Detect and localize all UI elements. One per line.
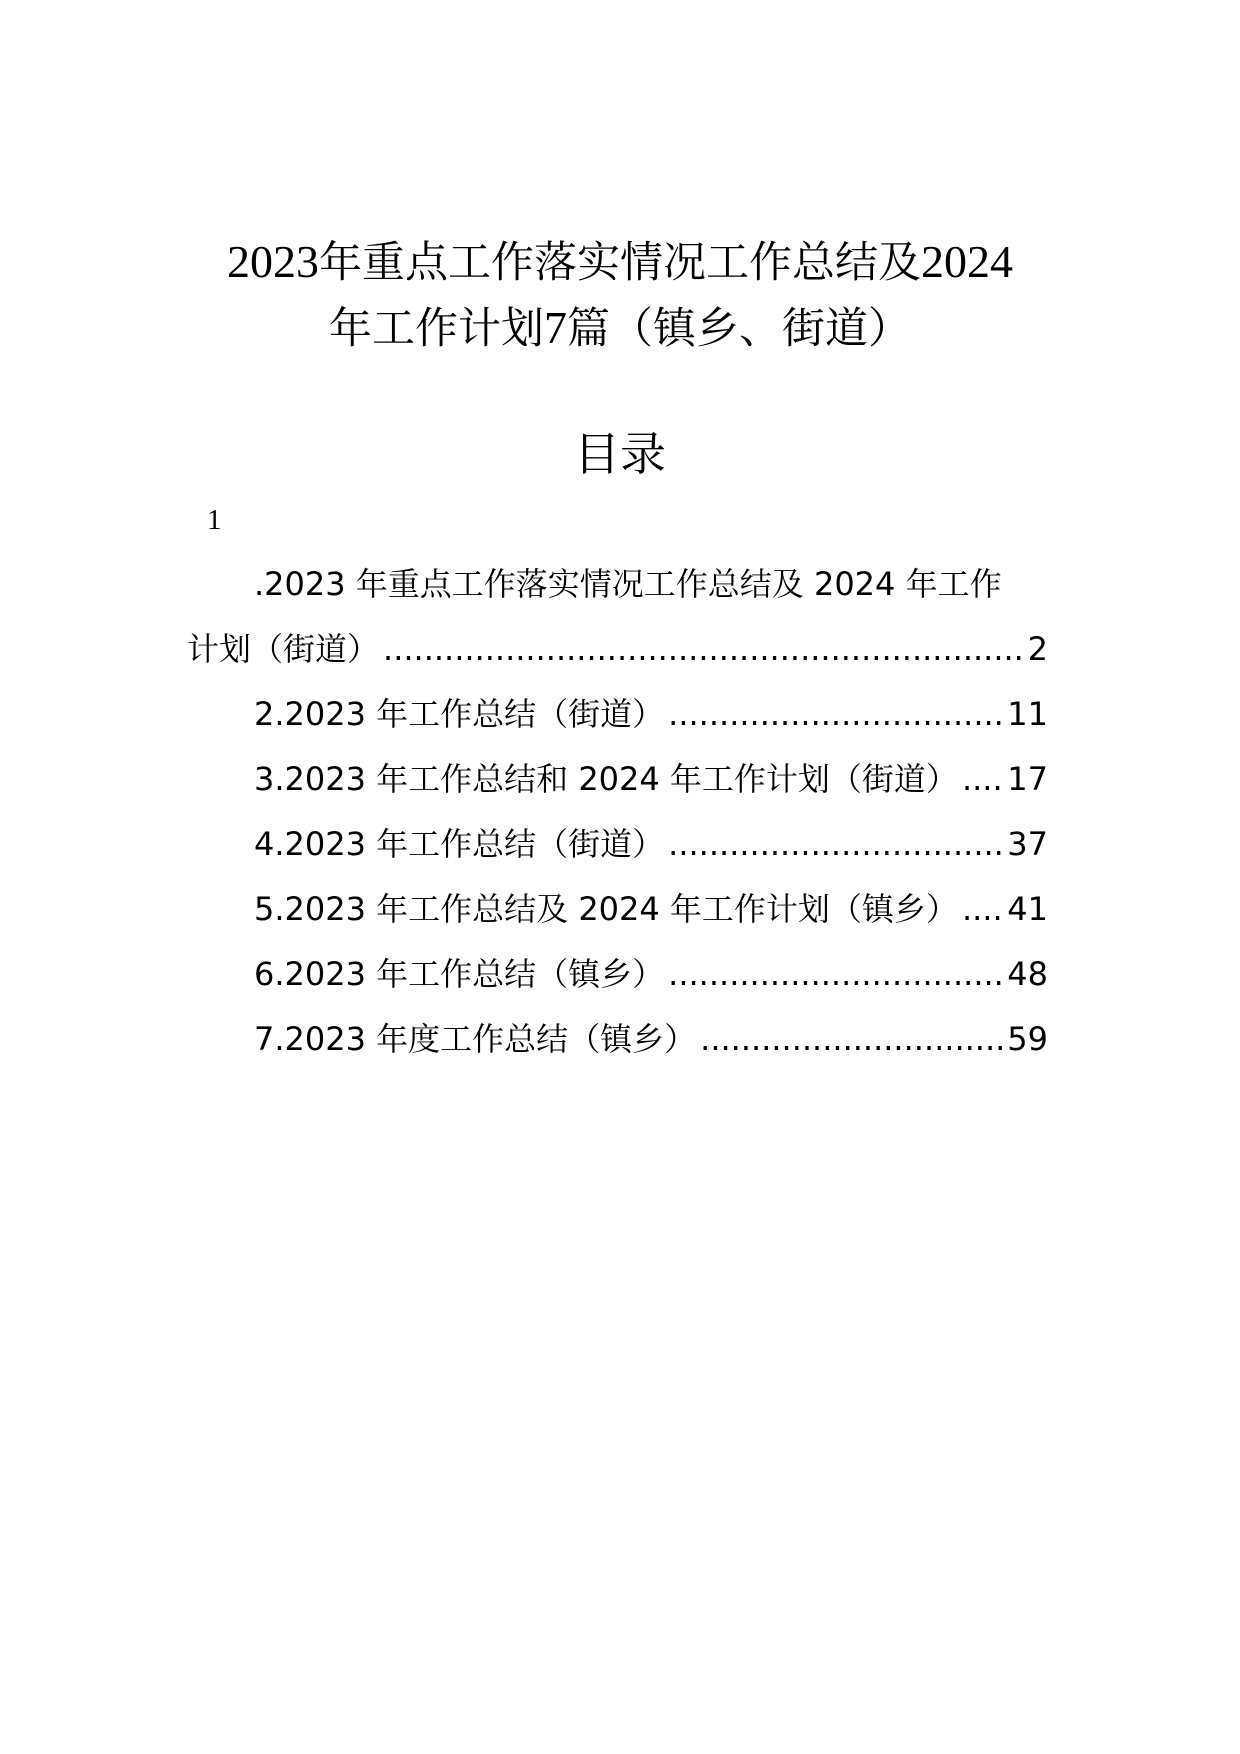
toc-dot-leader bbox=[668, 952, 1003, 996]
toc-item-label: 计划（街道） bbox=[187, 630, 380, 668]
toc-item-2[interactable] bbox=[254, 692, 1048, 736]
toc-dot-leader bbox=[383, 627, 1024, 671]
toc-dot-leader bbox=[962, 887, 1003, 931]
toc-item-label: 6.2023 年工作总结（镇乡） bbox=[254, 955, 665, 993]
title-year-end: 2024 bbox=[921, 236, 1013, 287]
title-count: 7 bbox=[544, 302, 567, 353]
toc-item-3[interactable] bbox=[254, 757, 1048, 801]
toc-page-number: 59 bbox=[1007, 1020, 1048, 1058]
toc-dot-leader bbox=[962, 757, 1003, 801]
toc-item-label: 5.2023 年工作总结及 2024 年工作计划（镇乡） bbox=[254, 890, 958, 928]
toc-item-1-first-line[interactable]: .2023 年重点工作落实情况工作总结及 2024 年工作 bbox=[254, 565, 1002, 603]
toc-item-label: 4.2023 年工作总结（街道） bbox=[254, 825, 665, 863]
toc-page-number: 37 bbox=[1007, 825, 1048, 863]
toc-page-number: 48 bbox=[1007, 955, 1048, 993]
toc-page-number: 17 bbox=[1007, 760, 1048, 798]
document-title-line-1 bbox=[0, 232, 1240, 293]
toc-item-1[interactable] bbox=[187, 627, 1048, 671]
toc-item-7[interactable] bbox=[254, 1017, 1048, 1061]
title-year-start: 2023 bbox=[227, 236, 319, 287]
toc-page-number: 11 bbox=[1007, 695, 1048, 733]
toc-number-marker: 1 bbox=[207, 504, 222, 536]
title-text-pre: 年工作计划 bbox=[329, 304, 544, 354]
toc-page-number: 2 bbox=[1027, 630, 1048, 668]
title-text-mid: 年重点工作落实情况工作总结及 bbox=[319, 238, 921, 288]
toc-heading: 目录 bbox=[574, 427, 666, 481]
toc-dot-leader bbox=[668, 692, 1003, 736]
toc-dot-leader bbox=[700, 1017, 1003, 1061]
toc-item-label: 3.2023 年工作总结和 2024 年工作计划（街道） bbox=[254, 760, 958, 798]
toc-item-6[interactable] bbox=[254, 952, 1048, 996]
toc-item-5[interactable] bbox=[254, 887, 1048, 931]
toc-dot-leader bbox=[668, 822, 1003, 866]
title-text-post: 篇（镇乡、街道） bbox=[567, 304, 911, 354]
toc-page-number: 41 bbox=[1007, 890, 1048, 928]
toc-item-4[interactable] bbox=[254, 822, 1048, 866]
document-title-line-2 bbox=[0, 298, 1240, 359]
toc-item-label: 7.2023 年度工作总结（镇乡） bbox=[254, 1020, 697, 1058]
toc-item-label: 2.2023 年工作总结（街道） bbox=[254, 695, 665, 733]
